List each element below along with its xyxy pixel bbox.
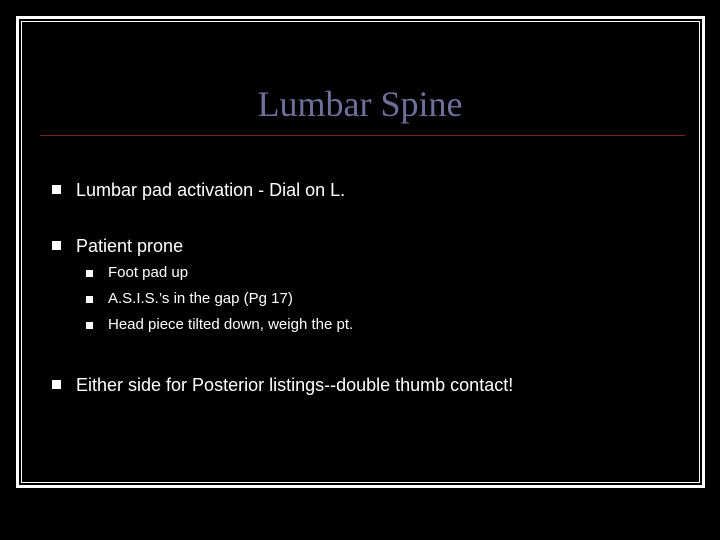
square-subbullet-icon (86, 270, 93, 277)
square-subbullet-icon (86, 296, 93, 303)
bullet-1-text: Lumbar pad activation - Dial on L. (76, 180, 346, 200)
bullet-2-text: Patient prone (76, 236, 184, 256)
square-bullet-icon (52, 380, 61, 389)
bullet-3-text: Either side for Posterior listings--double thumb contact! (76, 375, 514, 395)
square-bullet-icon (52, 241, 61, 250)
title-divider (40, 135, 685, 136)
subbullet-1-text: Foot pad up (108, 264, 189, 281)
subbullet-3-text: Head piece tilted down, weigh the pt. (108, 316, 354, 333)
slide-title: Lumbar Spine (257, 84, 463, 124)
square-subbullet-icon (86, 322, 93, 329)
subbullet-2-text: A.S.I.S.’s in the gap (Pg 17) (108, 290, 293, 307)
square-bullet-icon (52, 185, 61, 194)
